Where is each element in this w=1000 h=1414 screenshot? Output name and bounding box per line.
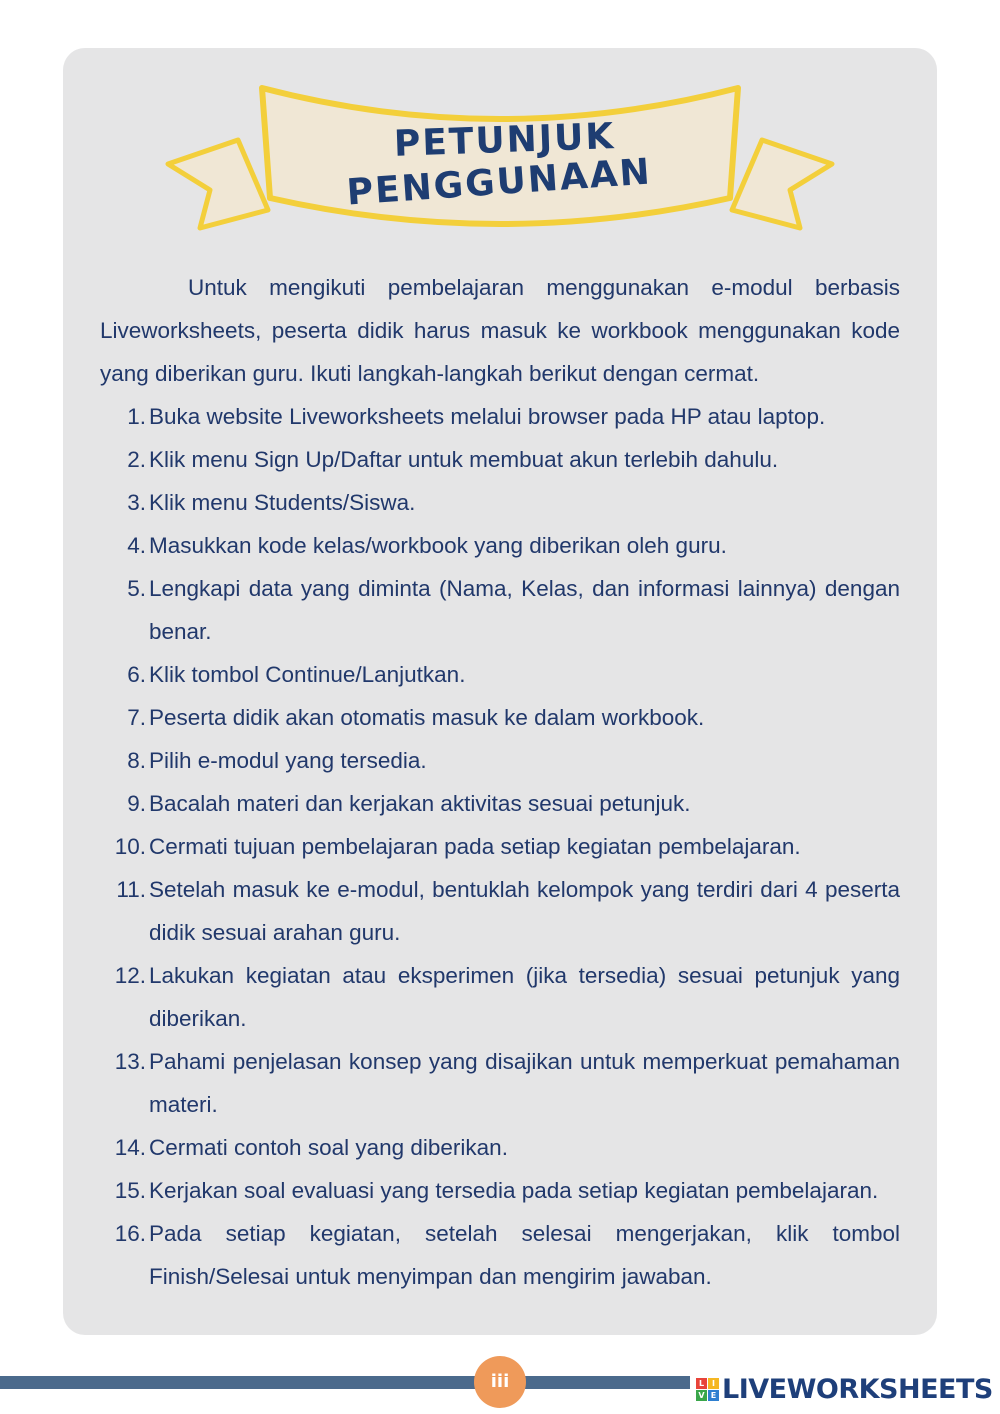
list-item [100, 739, 900, 782]
step-number: 5. [127, 576, 146, 601]
logo-mark-letter: I [708, 1378, 719, 1389]
list-item [100, 653, 900, 696]
step-text: Klik tombol Continue/Lanjutkan. [149, 662, 466, 687]
step-text: Kerjakan soal evaluasi yang tersedia pada setiap kegiatan pembelajaran. [149, 1178, 879, 1203]
list-item [100, 567, 900, 653]
ribbon-right-tail [732, 140, 832, 228]
step-number: 15. [114, 1178, 146, 1203]
list-item [100, 696, 900, 739]
page-number-badge: iii [474, 1356, 526, 1408]
step-text: Pahami penjelasan konsep yang disajikan untuk memperkuat pemahaman materi. [149, 1049, 900, 1117]
ribbon-left-tail [168, 140, 268, 228]
step-number: 13. [114, 1049, 146, 1074]
step-number: 11. [116, 877, 146, 902]
logo-mark-icon [696, 1378, 719, 1401]
step-text: Lakukan kegiatan atau eksperimen (jika tersedia) sesuai petunjuk yang diberikan. [149, 963, 900, 1031]
step-text: Cermati contoh soal yang diberikan. [149, 1135, 508, 1160]
step-text: Buka website Liveworksheets melalui browser pada HP atau laptop. [149, 404, 826, 429]
step-text: Klik menu Students/Siswa. [149, 490, 416, 515]
liveworksheets-logo [690, 1372, 1000, 1406]
step-number: 10. [114, 834, 146, 859]
list-item [100, 782, 900, 825]
step-text: Bacalah materi dan kerjakan aktivitas sesuai petunjuk. [149, 791, 691, 816]
list-item [100, 481, 900, 524]
step-text: Pada setiap kegiatan, setelah selesai mengerjakan, klik tombol Finish/Selesai untuk menyimpan dan mengirim jawaban. [149, 1221, 900, 1289]
list-item [100, 1169, 900, 1212]
logo-mark-letter: L [696, 1378, 707, 1389]
list-item [100, 954, 900, 1040]
step-number: 16. [114, 1221, 146, 1246]
step-text: Pilih e-modul yang tersedia. [149, 748, 427, 773]
step-number: 1. [127, 404, 146, 429]
step-number: 14. [114, 1135, 146, 1160]
list-item [100, 868, 900, 954]
intro-paragraph: Untuk mengikuti pembelajaran menggunakan e-modul berbasis Liveworksheets, peserta didik harus masuk ke workbook menggunakan kode yang diberikan guru. Ikuti langkah-langkah berikut dengan cermat. [100, 275, 900, 386]
step-number: 2. [127, 447, 146, 472]
title-banner [160, 80, 840, 240]
step-text: Masukkan kode kelas/workbook yang diberikan oleh guru. [149, 533, 727, 558]
banner-title-line2: PENGGUNAAN [345, 151, 653, 214]
ribbon-graphic [160, 80, 840, 240]
step-number: 3. [127, 490, 146, 515]
step-text: Setelah masuk ke e-modul, bentuklah kelompok yang terdiri dari 4 peserta didik sesuai arahan guru. [149, 877, 900, 945]
list-item [100, 1126, 900, 1169]
logo-mark-letter: V [696, 1390, 707, 1401]
step-text: Klik menu Sign Up/Daftar untuk membuat akun terlebih dahulu. [149, 447, 779, 472]
step-number: 8. [127, 748, 146, 773]
step-number: 6. [127, 662, 146, 687]
list-item [100, 524, 900, 567]
step-text: Lengkapi data yang diminta (Nama, Kelas, dan informasi lainnya) dengan benar. [149, 576, 900, 644]
list-item [100, 438, 900, 481]
step-text: Peserta didik akan otomatis masuk ke dalam workbook. [149, 705, 705, 730]
step-number: 4. [127, 533, 146, 558]
logo-mark-letter: E [708, 1390, 719, 1401]
banner-title-line1: PETUNJUK [393, 116, 616, 165]
steps-list [100, 395, 900, 1298]
list-item [100, 395, 900, 438]
step-number: 12. [114, 963, 146, 988]
step-number: 9. [127, 791, 146, 816]
list-item [100, 1212, 900, 1298]
list-item [100, 1040, 900, 1126]
step-number: 7. [127, 705, 146, 730]
logo-wordmark: LIVEWORKSHEETS [722, 1373, 993, 1405]
list-item [100, 825, 900, 868]
step-text: Cermati tujuan pembelajaran pada setiap kegiatan pembelajaran. [149, 834, 801, 859]
